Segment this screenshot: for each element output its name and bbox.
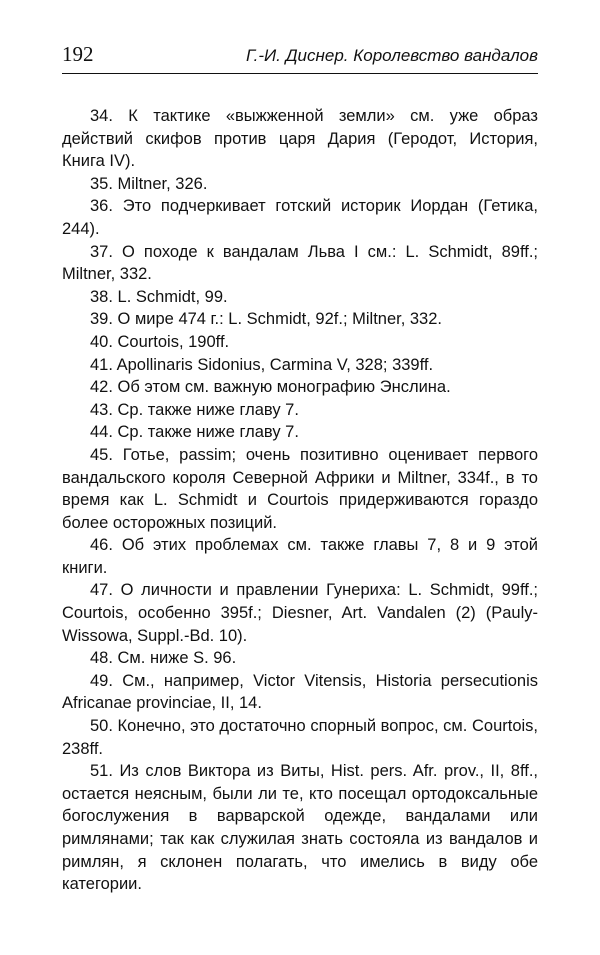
note-44: 44. Ср. также ниже главу 7. <box>90 423 299 442</box>
note-50: 50. Конечно, это достаточно спорный вопрос, см. Courtois, 238ff. <box>62 717 538 758</box>
running-title: Г.-И. Диснер. Королевство вандалов <box>246 46 538 65</box>
note-38: 38. L. Schmidt, 99. <box>90 287 228 306</box>
page-number: 192 <box>62 42 94 66</box>
endnotes-list <box>62 105 538 896</box>
note-49: 49. См., например, Victor Vitensis, Historia persecutionis Africanae provinciae, II, 14. <box>62 671 538 713</box>
note-40: 40. Courtois, 190ff. <box>90 332 230 351</box>
note-43: 43. Ср. также ниже главу 7. <box>90 400 299 419</box>
page-header <box>62 42 538 76</box>
note-41: 41. Apollinaris Sidonius, Carmina V, 328; 339ff. <box>90 355 434 374</box>
note-37: 37. О походе к вандалам Льва I см.: L. Schmidt, 89ff.; Miltner, 332. <box>62 242 538 284</box>
note-51: 51. Из слов Виктора из Виты, Hist. pers. Afr. prov., II, 8ff., остается неясным, были ли те, кто посещал ортодоксальные богослужения в варварской одежде, вандалами или римлянами; так как служилая знать состояла из вандалов и римлян, я склонен полагать, что имелись в виду обе категории. <box>62 762 538 894</box>
note-35: 35. Miltner, 326. <box>90 174 208 193</box>
note-42: 42. Об этом см. важную монографию Энслина. <box>90 378 451 397</box>
note-34: 34. К тактике «выжженной земли» см. уже образ действий скифов против царя Дария (Геродот, История, Книга IV). <box>62 107 538 171</box>
note-48: 48. См. ниже S. 96. <box>90 649 237 668</box>
note-36: 36. Это подчеркивает готский историк Иордан (Гетика, 244). <box>62 197 538 238</box>
note-47: 47. О личности и правлении Гунериха: L. Schmidt, 99ff.; Courtois, особенно 395f.; Diesner, Art. Vandalen (2) (Pauly-Wissowa, Suppl.-Bd. 10). <box>62 581 538 645</box>
note-45: 45. Готье, passim; очень позитивно оценивает первого вандальского короля Северной Африки и Miltner, 334f., в то время как L. Schmidt и Courtois придерживаются гораздо более осторожных позиций. <box>62 445 538 532</box>
note-46: 46. Об этих проблемах см. также главы 7, 8 и 9 этой книги. <box>62 536 538 577</box>
note-39: 39. О мире 474 г.: L. Schmidt, 92f.; Miltner, 332. <box>90 310 442 329</box>
header-rule <box>62 73 538 74</box>
